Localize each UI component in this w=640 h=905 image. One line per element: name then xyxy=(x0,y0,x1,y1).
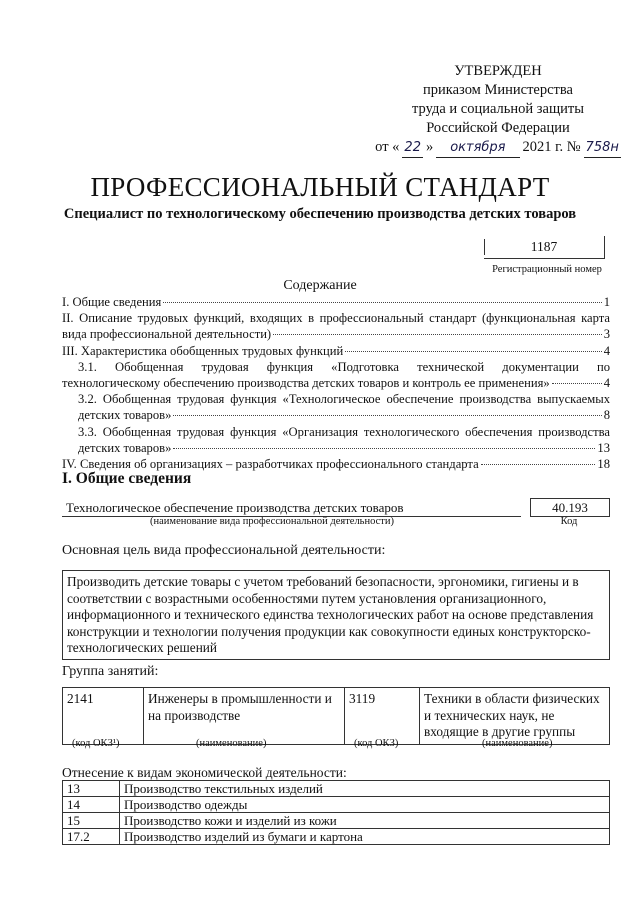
toc-item-1[interactable]: I. Общие сведения 1 xyxy=(62,295,610,309)
toc-item-3-2-line-2[interactable]: детских товаров» 8 xyxy=(78,408,610,423)
date-month: октября xyxy=(436,138,519,158)
approval-block xyxy=(368,62,628,158)
date-mid: » xyxy=(425,139,434,155)
document-subtitle: Специалист по технологическому обеспечению производства детских товаров xyxy=(63,206,577,222)
okz-name-caption: (наименование) xyxy=(196,738,267,749)
okz-code-cell: 2141 xyxy=(63,688,144,745)
goal-text-box: Производить детские товары с учетом требований безопасности, эргономики, гигиены и в соответствии с возрастными особенностями путем установления организационного, информационного и технического единства технологических работ на основе представления конструкции и технологии получения продукции как совокупности единых конструкторско-технологических решений xyxy=(62,570,610,660)
occupation-group-table xyxy=(62,687,610,745)
section-1-heading: I. Общие сведения xyxy=(62,470,192,487)
toc-heading: Содержание xyxy=(283,278,357,293)
activity-kind-label: (наименование вида профессиональной деятельности) xyxy=(150,516,394,527)
date-day: 22 xyxy=(402,138,423,158)
date-prefix: от « xyxy=(375,139,400,155)
okved-name-cell: Производство одежды xyxy=(120,797,610,813)
economic-activity-label: Отнесение к видам экономической деятельности: xyxy=(62,765,347,780)
okz-name-cell: Инженеры в промышленности и на производстве xyxy=(144,688,345,745)
okved-code-cell: 15 xyxy=(63,813,120,829)
toc-item-2-line-2[interactable]: вида профессиональной деятельности) 3 xyxy=(62,327,610,342)
activity-kind-value: Технологическое обеспечение производства детских товаров xyxy=(62,500,521,517)
okz-code-caption: (код ОКЗ) xyxy=(354,738,399,749)
table-row xyxy=(63,813,610,829)
table-row xyxy=(63,781,610,797)
approval-line-4: Российской Федерации xyxy=(426,120,570,136)
table-row xyxy=(63,688,610,745)
toc-item-3-3-line-1[interactable]: 3.3. Обобщенная трудовая функция «Организация технологического обеспечения производства xyxy=(78,424,610,439)
goal-label: Основная цель вида профессиональной деятельности: xyxy=(62,543,386,558)
toc-item-3-3-line-2[interactable]: детских товаров» 13 xyxy=(78,440,610,455)
okz-name-cell: Техники в области физических и технических наук, не входящие в другие группы xyxy=(420,688,610,745)
document-title: ПРОФЕССИОНАЛЬНЫЙ СТАНДАРТ xyxy=(90,172,550,202)
table-row xyxy=(63,829,610,845)
okved-code-cell: 13 xyxy=(63,781,120,797)
okved-name-cell: Производство текстильных изделий xyxy=(120,781,610,797)
okved-name-cell: Производство изделий из бумаги и картона xyxy=(120,829,610,845)
approval-date-line xyxy=(368,138,628,158)
toc-item-4[interactable]: IV. Сведения об организациях – разработчиках профессионального стандарта 18 xyxy=(62,457,610,472)
toc-item-3-1-line-1[interactable]: 3.1. Обобщенная трудовая функция «Подготовка технической документации по xyxy=(78,359,610,374)
okz-code-cell: 3119 xyxy=(345,688,420,745)
toc-item-3-1-line-2[interactable]: технологическому обеспечению производства детских товаров и контроль ее применения» 4 xyxy=(62,376,610,391)
approval-line-2: приказом Министерства xyxy=(423,82,573,98)
economic-activity-table xyxy=(62,780,610,845)
occupation-group-label: Группа занятий: xyxy=(62,664,159,679)
okved-name-cell: Производство кожи и изделий из кожи xyxy=(120,813,610,829)
date-year: 2021 г. № xyxy=(522,139,581,155)
toc-item-3[interactable]: III. Характеристика обобщенных трудовых функций 4 xyxy=(62,343,610,358)
approval-line-1: УТВЕРЖДЕН xyxy=(454,63,542,79)
okz-code-caption: (код ОКЗ¹) xyxy=(72,738,120,749)
activity-code-value: 40.193 xyxy=(530,498,610,517)
table-row xyxy=(63,797,610,813)
okved-code-cell: 14 xyxy=(63,797,120,813)
activity-code-label: Код xyxy=(560,516,578,527)
toc-item-3-2-line-1[interactable]: 3.2. Обобщенная трудовая функция «Технологическое обеспечение производства выпускаемых xyxy=(78,392,610,407)
order-number: 758н xyxy=(584,138,621,158)
toc-item-2-line-1[interactable]: II. Описание трудовых функций, входящих в профессиональный стандарт (функциональная карта xyxy=(62,311,610,326)
okz-name-caption: (наименование) xyxy=(482,738,553,749)
registration-number-box: 1187 xyxy=(484,236,605,259)
table-of-contents xyxy=(62,294,610,472)
approval-line-3: труда и социальной защиты xyxy=(412,101,584,117)
registration-number-label: Регистрационный номер xyxy=(492,264,602,275)
okved-code-cell: 17.2 xyxy=(63,829,120,845)
